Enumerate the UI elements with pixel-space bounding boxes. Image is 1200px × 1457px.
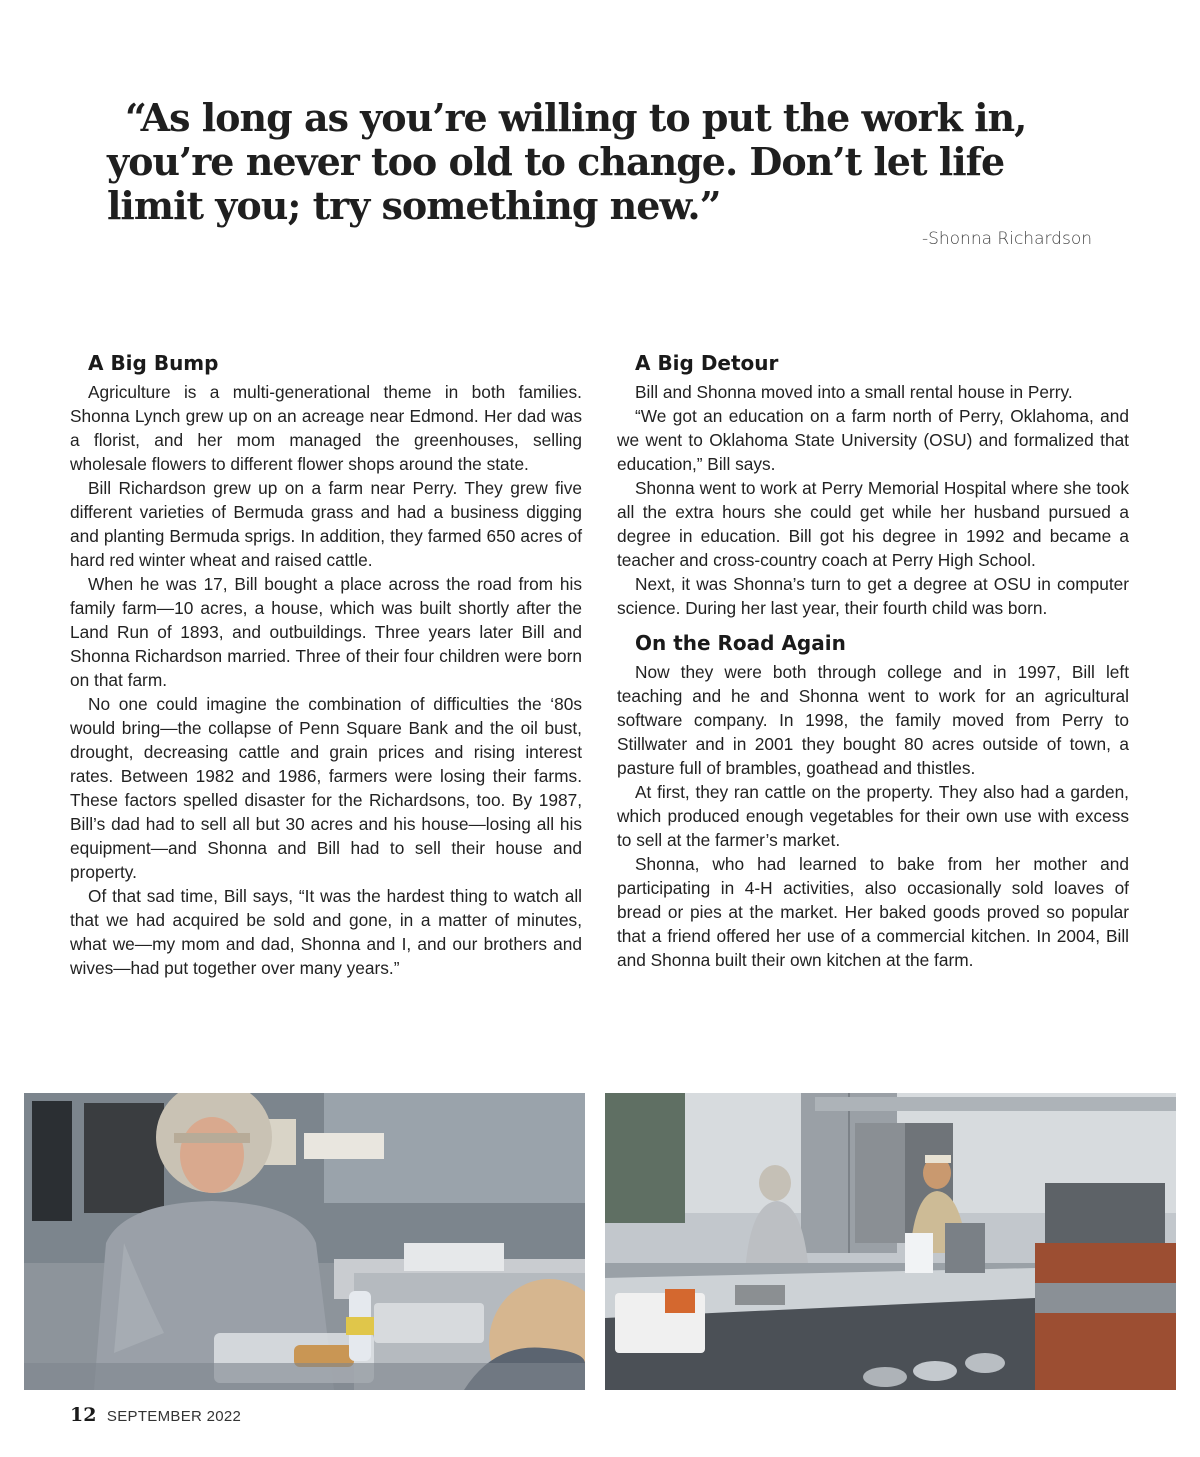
paragraph: Bill and Shonna moved into a small rental house in Perry.	[635, 382, 1073, 402]
issue-date: SEPTEMBER 2022	[106, 1408, 242, 1425]
paragraph: Shonna, who had learned to bake from her mother and participating in 4-H activities, also occasionally sold loaves of bread or pies at the market. Her baked goods proved so popular that a friend offered her use of a commercial kitchen. In 2004, Bill and Shonna built their own kitchen at the farm.	[617, 854, 1129, 970]
photo-shonna-illustration	[24, 1093, 585, 1390]
paragraph: Of that sad time, Bill says, “It was the hardest thing to watch all that we had acquired be sold and gone, in a matter of minutes, what we—my mom and dad, Shonna and I, and our brothers and wives—had put together over many years.”	[70, 886, 582, 978]
paragraph: “We got an education on a farm north of Perry, Oklahoma, and we went to Oklahoma State University (OSU) and formalized that education,” Bill says.	[617, 406, 1129, 474]
paragraph: Now they were both through college and in 1997, Bill left teaching and he and Shonna went to work for an agricultural software company. In 1998, the family moved from Perry to Stillwater and in 2001 they bought 80 acres outside of town, a pasture full of brambles, goathead and thistles.	[617, 662, 1129, 778]
left-column	[70, 350, 582, 980]
paragraph: When he was 17, Bill bought a place across the road from his family farm—10 acres, a house, which was built shortly after the Land Run of 1893, and outbuildings. Three years later Bill and Shonna Richardson married. Three of their four children were born on that farm.	[70, 574, 582, 690]
pull-quote-attribution: -Shonna Richardson	[921, 229, 1092, 249]
section-heading-big-bump: A Big Bump	[88, 351, 219, 375]
paragraph: Agriculture is a multi-generational theme in both families. Shonna Lynch grew up on an acreage near Edmond. Her dad was a florist, and her mom managed the greenhouses, selling wholesale flowers to different flower shops around the state.	[70, 382, 582, 474]
pull-quote	[107, 96, 1107, 228]
paragraph: Shonna went to work at Perry Memorial Hospital where she took all the extra hours she could get while her husband pursued a degree in education. Bill got his degree in 1992 and became a teacher and cross-country coach at Perry High School.	[617, 478, 1129, 570]
photo-kitchen-illustration	[605, 1093, 1176, 1390]
photo-shonna-at-counter	[24, 1093, 585, 1390]
paragraph: Bill Richardson grew up on a farm near Perry. They grew five different varieties of Bermuda grass and had a business digging and planting Bermuda sprigs. In addition, they farmed 650 acres of hard red winter wheat and raised cattle.	[70, 478, 582, 570]
pull-quote-text: “As long as you’re willing to put the work in, you’re never too old to change. Don’t let life limit you; try something new.”	[107, 95, 1027, 228]
photo-commercial-kitchen	[605, 1093, 1176, 1390]
paragraph: No one could imagine the combination of difficulties the ‘80s would bring—the collapse of Penn Square Bank and the oil bust, drought, decreasing cattle and grain prices and rising interest rates. Between 1982 and 1986, farmers were losing their farms. These factors spelled disaster for the Richardsons, too. By 1987, Bill’s dad had to sell all but 30 acres and his house—losing all his equipment—and Shonna and Bill had to sell their house and property.	[70, 694, 582, 882]
paragraph: At first, they ran cattle on the property. They also had a garden, which produced enough vegetables for their own use with excess to sell at the farmer’s market.	[617, 782, 1129, 850]
paragraph: Next, it was Shonna’s turn to get a degree at OSU in computer science. During her last year, their fourth child was born.	[617, 574, 1129, 618]
section-heading-on-the-road-again: On the Road Again	[635, 631, 846, 655]
section-heading-big-detour: A Big Detour	[635, 351, 779, 375]
page-number: 12	[70, 1404, 97, 1426]
right-column	[617, 350, 1129, 972]
page-footer	[70, 1404, 241, 1426]
